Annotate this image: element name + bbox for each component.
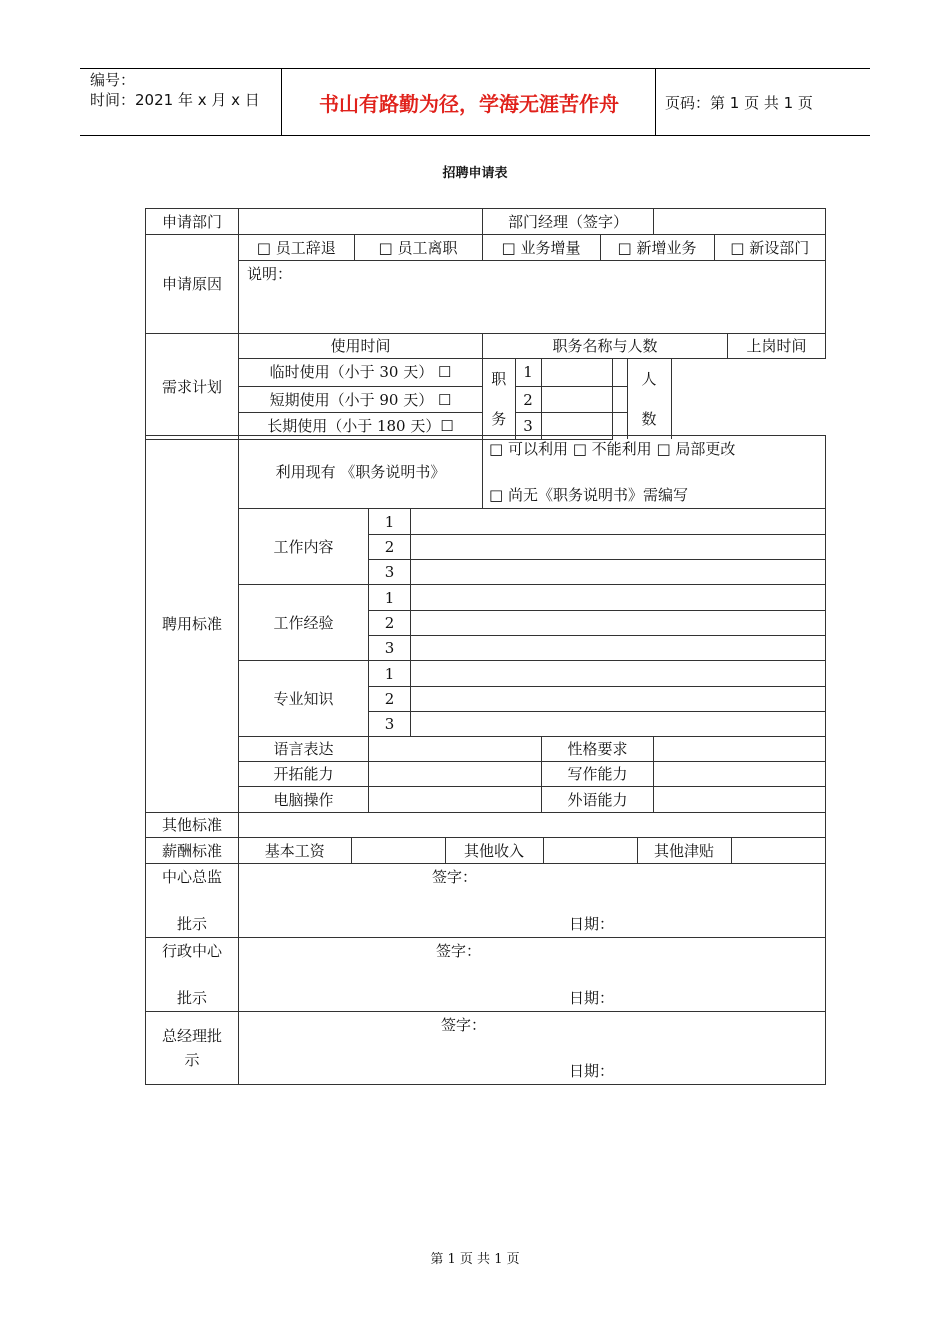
apply-dept-label: 申请部门 [146, 209, 239, 235]
center-director-field[interactable] [239, 864, 826, 938]
pioneering-label: 开拓能力 [239, 762, 369, 787]
short-use-option[interactable]: 短期使用（小于 90 天） ☐ [239, 386, 483, 413]
other-std-label: 其他标准 [146, 813, 239, 838]
base-salary-label: 基本工资 [239, 838, 351, 863]
gm-date: 日期： [569, 1062, 615, 1080]
center-director-date: 日期： [569, 915, 615, 933]
prof-knowledge-num-1: 1 [369, 661, 411, 687]
work-content-num-3: 3 [369, 560, 411, 585]
work-content-3[interactable] [411, 560, 826, 585]
reason-new-business[interactable]: □ 新增业务 [600, 235, 714, 260]
computer-label: 电脑操作 [239, 787, 369, 813]
work-exp-3[interactable] [411, 636, 826, 661]
pioneering-field[interactable] [369, 762, 542, 787]
work-exp-num-1: 1 [369, 585, 411, 611]
prof-knowledge-num-3: 3 [369, 712, 411, 737]
explain-label: 说明： [247, 265, 293, 283]
computer-field[interactable] [369, 787, 542, 813]
renshu-label: 人 数 [627, 359, 671, 439]
language-field[interactable] [369, 737, 542, 762]
gm-label: 总经理批 示 [146, 1012, 239, 1085]
time-label: 时间：2021 年 x 月 x 日 [90, 91, 260, 109]
recruitment-form-lower [145, 435, 826, 1085]
jd-none-option[interactable]: □ 尚无《职务说明书》需编写 [489, 486, 688, 504]
reason-label: 申请原因 [146, 235, 239, 334]
other-income-label: 其他收入 [445, 838, 543, 863]
other-income-field[interactable] [543, 838, 637, 863]
admin-center-field[interactable] [239, 938, 826, 1012]
prof-knowledge-2[interactable] [411, 687, 826, 712]
gm-sign: 签字： [441, 1016, 487, 1034]
salary-std-label: 薪酬标准 [146, 838, 239, 864]
work-exp-num-2: 2 [369, 611, 411, 636]
other-allow-label: 其他津贴 [637, 838, 731, 863]
recruitment-form [145, 208, 826, 440]
work-exp-num-3: 3 [369, 636, 411, 661]
reason-business-growth[interactable]: □ 业务增量 [482, 235, 600, 260]
dept-manager-field[interactable] [654, 209, 826, 235]
work-content-label: 工作内容 [239, 509, 369, 585]
onboard-time-2[interactable] [542, 386, 613, 413]
work-exp-label: 工作经验 [239, 585, 369, 661]
foreign-label: 外语能力 [542, 787, 654, 813]
work-content-2[interactable] [411, 535, 826, 560]
long-use-option[interactable]: 长期使用（小于 180 天）☐ [239, 413, 483, 440]
header-page-info: 页码：第 1 页 共 1 页 [665, 94, 813, 112]
dept-manager-label: 部门经理（签字） [483, 209, 654, 235]
use-existing-label: 利用现有 《职务说明书》 [239, 436, 483, 509]
work-content-num-1: 1 [369, 509, 411, 535]
other-allow-field[interactable] [731, 838, 825, 863]
admin-center-sign: 签字： [436, 942, 482, 960]
header-meta [90, 70, 280, 110]
work-content-num-2: 2 [369, 535, 411, 560]
header-divider-right [655, 68, 656, 136]
work-exp-2[interactable] [411, 611, 826, 636]
personality-label: 性格要求 [542, 737, 654, 762]
temp-use-option[interactable]: 临时使用（小于 30 天） ☐ [239, 359, 483, 387]
salary-grid [239, 838, 825, 863]
language-label: 语言表达 [239, 737, 369, 762]
reason-options [239, 235, 825, 260]
explain-field[interactable] [239, 261, 826, 334]
plan-label: 需求计划 [146, 334, 239, 440]
personality-field[interactable] [654, 737, 826, 762]
gm-field[interactable] [239, 1012, 826, 1085]
use-time-header: 使用时间 [239, 334, 483, 359]
standard-label: 聘用标准 [146, 436, 239, 813]
reason-new-dept[interactable]: □ 新设部门 [714, 235, 825, 260]
page-footer: 第 1 页 共 1 页 [430, 1252, 520, 1267]
prof-knowledge-label: 专业知识 [239, 661, 369, 737]
writing-field[interactable] [654, 762, 826, 787]
center-director-sign: 签字： [432, 868, 478, 886]
writing-label: 写作能力 [542, 762, 654, 787]
onboard-time-1[interactable] [542, 359, 613, 387]
jd-options [483, 436, 826, 509]
number-label: 编号： [90, 71, 136, 89]
zhiwu-label: 职 务 [483, 359, 515, 439]
position-num-3: 3 [515, 413, 541, 439]
admin-center-label: 行政中心 批示 [146, 938, 239, 1012]
center-director-label: 中心总监 批示 [146, 864, 239, 938]
other-std-field[interactable] [239, 813, 826, 838]
apply-dept-field[interactable] [239, 209, 483, 235]
base-salary-field[interactable] [351, 838, 445, 863]
reason-resignation[interactable]: □ 员工离职 [354, 235, 482, 260]
work-content-1[interactable] [411, 509, 826, 535]
position-count-header: 职务名称与人数 [483, 334, 728, 359]
position-num-1: 1 [515, 359, 541, 386]
jd-can-use-options[interactable]: □ 可以利用 □ 不能利用 □ 局部更改 [489, 440, 736, 458]
admin-center-date: 日期： [569, 989, 615, 1007]
page-title: 招聘申请表 [442, 166, 508, 181]
prof-knowledge-num-2: 2 [369, 687, 411, 712]
position-num-2: 2 [515, 386, 541, 412]
foreign-field[interactable] [654, 787, 826, 813]
work-exp-1[interactable] [411, 585, 826, 611]
header-motto: 书山有路勤为径，学海无涯苦作舟 [319, 91, 619, 116]
prof-knowledge-3[interactable] [411, 712, 826, 737]
prof-knowledge-1[interactable] [411, 661, 826, 687]
header-divider-left [281, 68, 282, 136]
onboard-time-header: 上岗时间 [728, 334, 826, 359]
reason-dismissal[interactable]: □ 员工辞退 [239, 235, 354, 260]
